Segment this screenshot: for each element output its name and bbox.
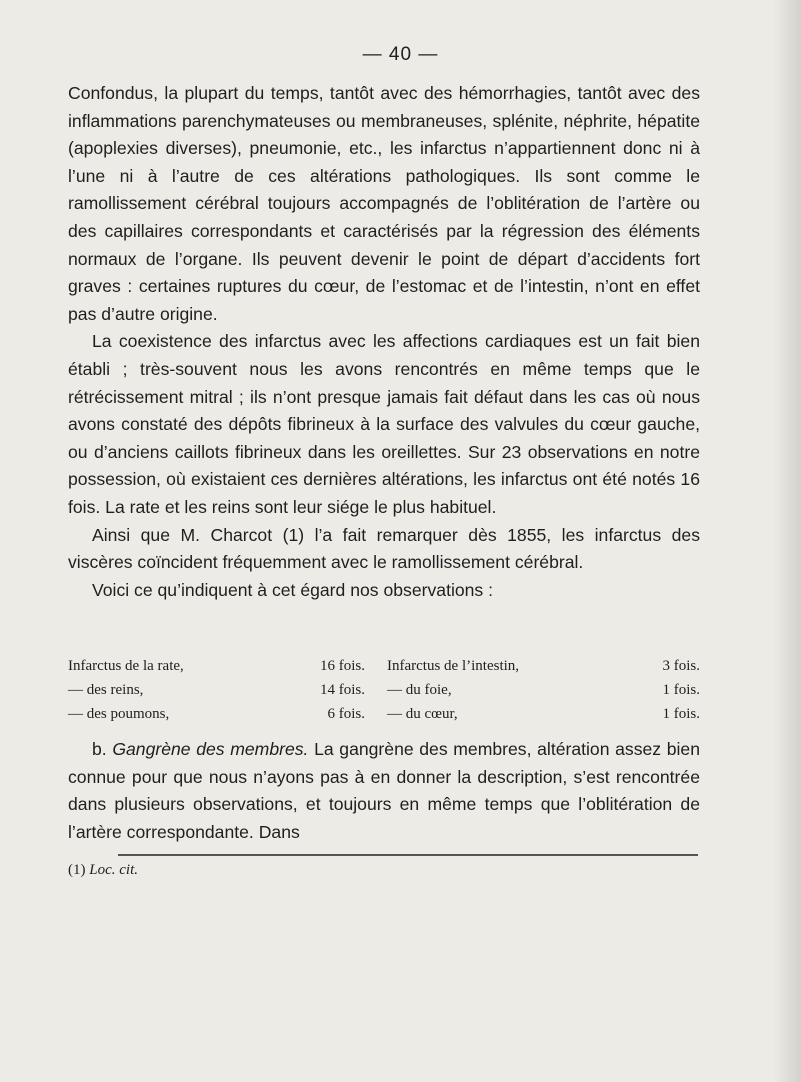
- paragraph-4: Voici ce qu’indiquent à cet égard nos observations :: [92, 579, 494, 600]
- section-b-prefix: b.: [92, 739, 107, 759]
- infarct-frequency-table: [68, 654, 700, 726]
- right-label: — du cœur,: [387, 706, 458, 722]
- section-b-body: La gangrène des membres, altération assez bien connue pour que nous n’ayons pas à en donner la description, s’est rencontrée dans plusieurs observations, et toujours en même temps que l’oblitération de l’artère correspondante. Dans: [68, 739, 700, 842]
- footnote-marker: (1): [68, 862, 86, 878]
- right-label: Infarctus de l’intestin,: [387, 658, 520, 674]
- page-number: — 40 —: [362, 44, 439, 65]
- page-edge-shadow: [773, 0, 801, 1082]
- section-b-text: [68, 736, 700, 846]
- table-row: [68, 678, 700, 702]
- right-count: 3 fois.: [662, 658, 700, 674]
- footnote-divider: [118, 854, 698, 856]
- left-count: 6 fois.: [327, 706, 365, 722]
- left-label: — des reins,: [68, 682, 144, 698]
- left-count: 16 fois.: [320, 658, 365, 674]
- left-count: 14 fois.: [320, 682, 365, 698]
- right-count: 1 fois.: [662, 682, 700, 698]
- right-count: 1 fois.: [662, 706, 700, 722]
- table-row: [68, 702, 700, 726]
- left-label: — des poumons,: [68, 706, 170, 722]
- table-row: [68, 654, 700, 678]
- section-b-title: Gangrène des membres.: [112, 739, 309, 759]
- main-text: [68, 80, 700, 604]
- footnote: [68, 862, 138, 879]
- left-label: Infarctus de la rate,: [68, 658, 184, 674]
- paragraph-2: La coexistence des infarctus avec les affections cardiaques est un fait bien établi ; très-souvent nous les avons rencontrés en même temps que le rétrécissement mitral ; ils n’ont presque jamais fait défaut dans les cas où nous avons constaté des dépôts fibrineux à la surface des valvules du cœur gauche, ou d’anciens caillots fibrineux dans les oreillettes. Sur 23 observations en notre possession, où existaient ces dernières altérations, les infarctus ont été notés 16 fois. La rate et les reins sont leur siége le plus habituel.: [68, 331, 700, 517]
- paragraph-3: Ainsi que M. Charcot (1) l’a fait remarquer dès 1855, les infarctus des viscères coïncident fréquemment avec le ramollissement cérébral.: [68, 524, 700, 573]
- footnote-text: Loc. cit.: [89, 862, 138, 878]
- section-b-paragraph: [68, 736, 700, 846]
- paragraph-1: Confondus, la plupart du temps, tantôt avec des hémorrhagies, tantôt avec des inflammations parenchymateuses ou membraneuses, splénite, néphrite, hépatite (apoplexies diverses), pneumonie, etc., les infarctus n’appartiennent donc ni à l’une ni à l’autre de ces altérations pathologiques. Ils sont comme le ramollissement cérébral toujours accompagnés de l’oblitération de l’artère ou des capillaires correspondants et caractérisés par la régression des éléments normaux de l’organe. Ils peuvent devenir le point de départ d’accidents fort graves : certaines ruptures du cœur, de l’estomac et de l’intestin, n’ont en effet pas d’autre origine.: [68, 83, 700, 324]
- right-label: — du foie,: [387, 682, 452, 698]
